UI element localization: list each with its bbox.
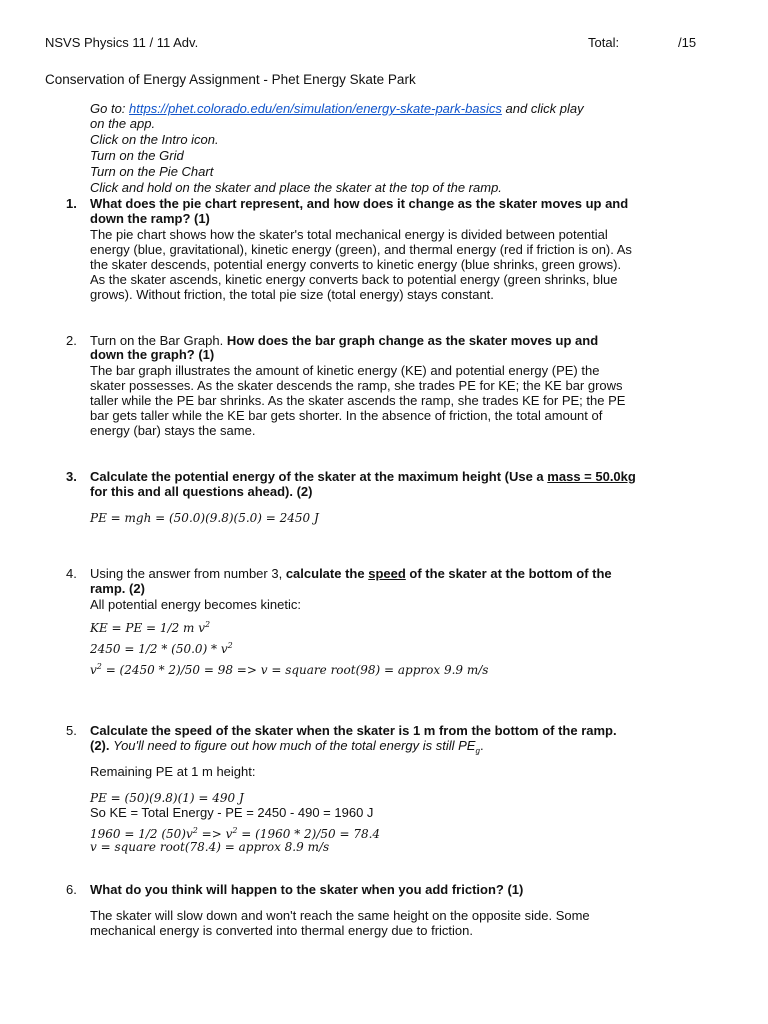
q1-answer-line: the skater descends, potential energy converts to kinetic energy (blue shrinks, green grows). [90, 257, 622, 272]
q5-remaining: Remaining PE at 1 m height: [90, 764, 256, 779]
q4-eq2-text: 2450 = 1/2 * (50.0) * v [90, 642, 228, 656]
q4-equation-1 [90, 617, 210, 636]
q5-eq3-b: => v [197, 827, 233, 841]
q5-question-line2 [90, 738, 484, 760]
q4-speed: speed [368, 566, 406, 581]
q5-hint-sub: g [475, 746, 480, 756]
q4-equation-3 [90, 659, 488, 678]
q1-number: 1. [66, 196, 77, 211]
q5-question: Calculate the speed of the skater when the skater is 1 m from the bottom of the ramp. [90, 723, 617, 738]
q2-number: 2. [66, 333, 77, 348]
q5-eq3-square-2: 2 [232, 826, 238, 835]
q1-answer-line: The pie chart shows how the skater's total mechanical energy is divided between potential [90, 227, 608, 242]
q4-equation-2 [90, 638, 233, 657]
assignment-title: Conservation of Energy Assignment - Phet Energy Skate Park [45, 72, 416, 87]
q6-answer-line: The skater will slow down and won't reach the same height on the opposite side. Some [90, 908, 590, 923]
instruction-line: Click on the Intro icon. [90, 132, 219, 147]
q4-question-line2: ramp. (2) [90, 581, 145, 596]
q1-question: What does the pie chart represent, and how does it change as the skater moves up and [90, 196, 629, 211]
q2-answer-line: energy (bar) stays the same. [90, 423, 256, 438]
q4-question-c: of the skater at the bottom of the [409, 566, 612, 581]
q5-eq3-a: 1960 = 1/2 (50)v [90, 827, 193, 841]
q6-question: What do you think will happen to the skater when you add friction? (1) [90, 882, 524, 897]
total-value: /15 [678, 35, 697, 50]
q5-eq3-square-1: 2 [192, 826, 198, 835]
q1-answer-line: grows). Without friction, the total pie size (total energy) stays constant. [90, 287, 494, 302]
q2-answer-line: taller while the PE bar shrinks. As the skater ascends the ramp, she trades KE for PE; the PE [90, 393, 626, 408]
q4-question-a: calculate the [285, 566, 365, 581]
q3-question-text: Calculate the potential energy of the skater at the maximum height (Use a [90, 469, 544, 484]
q2-question-line2: down the graph? (1) [90, 347, 215, 362]
q5-number: 5. [66, 723, 77, 738]
q6-number: 6. [66, 882, 77, 897]
q2-answer-line: skater possesses. As the skater descends the ramp, she trades PE for KE; the KE bar grows [90, 378, 623, 393]
goto-prefix: Go to: [90, 101, 126, 116]
instruction-goto [90, 101, 584, 117]
instruction-goto-line2: on the app. [90, 116, 156, 131]
q3-equation: PE = mgh = (50.0)(9.8)(5.0) = 2450 J [90, 511, 319, 525]
q5-eq3-c: = (1960 * 2)/50 = 78.4 [237, 827, 381, 841]
q5-equation-2: So KE = Total Energy - PE = 2450 - 490 = 1960 J [90, 805, 374, 820]
q1-answer-line: As the skater ascends, kinetic energy converts back to potential energy (green shrinks, blue [90, 272, 618, 287]
q4-eq3-text: = (2450 * 2)/50 = 98 => v = square root(98) = approx 9.9 m/s [101, 663, 489, 677]
q1-question-line2: down the ramp? (1) [90, 211, 210, 226]
q4-eq1-text: KE = PE = 1/2 m v [90, 621, 206, 635]
q3-number: 3. [66, 469, 77, 484]
q4-eq2-square: 2 [227, 641, 233, 650]
q3-question-line2: for this and all questions ahead). (2) [90, 484, 313, 499]
q5-equation-4: v = square root(78.4) = approx 8.9 m/s [90, 840, 330, 854]
instruction-line: Turn on the Pie Chart [90, 164, 214, 179]
q4-prefix: Using the answer from number 3, [90, 566, 283, 581]
q5-equation-1: PE = (50)(9.8)(1) = 490 J [90, 791, 244, 805]
q2-answer-line: The bar graph illustrates the amount of kinetic energy (KE) and potential energy (PE) the [90, 363, 600, 378]
q4-number: 4. [66, 566, 77, 581]
q2-answer-line: bar gets taller while the KE bar gets shorter. In the absence of friction, the total amount of [90, 408, 603, 423]
q3-mass: mass = 50.0kg [547, 469, 636, 484]
q2-prefix: Turn on the Bar Graph. [90, 333, 224, 348]
q4-answer-intro: All potential energy becomes kinetic: [90, 597, 302, 612]
q4-eq1-square: 2 [205, 620, 211, 629]
total-label: Total: [588, 35, 620, 50]
q4-eq3-v: v [90, 663, 97, 677]
goto-suffix: and click play [505, 101, 584, 116]
course-header: NSVS Physics 11 / 11 Adv. [45, 35, 199, 50]
q4-question [90, 566, 612, 582]
simulation-link[interactable]: https://phet.colorado.edu/en/simulation/energy-skate-park-basics [129, 101, 502, 116]
q5-hint: You'll need to figure out how much of the total energy is still PE [113, 738, 476, 753]
q5-hint-end: . [479, 738, 484, 753]
q3-question [90, 469, 636, 485]
q6-answer-line: mechanical energy is converted into thermal energy due to friction. [90, 923, 473, 938]
instruction-line: Click and hold on the skater and place the skater at the top of the ramp. [90, 180, 502, 195]
q4-eq3-square: 2 [96, 662, 102, 671]
q1-answer-line: energy (blue, gravitational), kinetic energy (green), and thermal energy (red if friction is on). As [90, 242, 632, 257]
q5-points: (2). [90, 738, 110, 753]
instruction-line: Turn on the Grid [90, 148, 184, 163]
q2-question-text: How does the bar graph change as the skater moves up and [226, 333, 599, 348]
